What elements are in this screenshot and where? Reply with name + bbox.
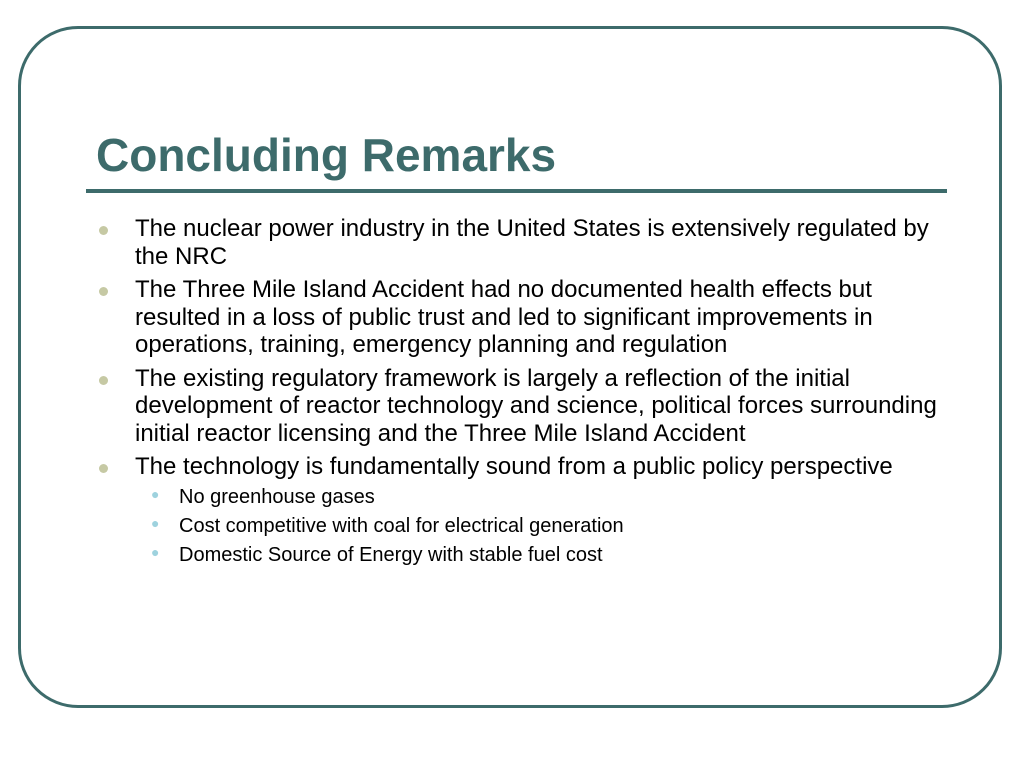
bullet-text: The Three Mile Island Accident had no documented health effects but resulted in a loss of public trust and led to significant improvements in operations, training, emergency planning and regulation xyxy=(135,276,873,358)
bullet-text: The nuclear power industry in the United States is extensively regulated by the NRC xyxy=(135,215,929,270)
slide-content xyxy=(96,215,946,576)
sub-bullet-item xyxy=(135,512,946,541)
bullet-item xyxy=(96,365,946,448)
small-round-bullet-icon: ● xyxy=(151,543,160,560)
sub-bullet-item xyxy=(135,483,946,512)
sub-bullet-text: Domestic Source of Energy with stable fuel cost xyxy=(179,543,603,566)
bullet-text: The existing regulatory framework is largely a reflection of the initial development of reactor technology and science, political forces surrounding initial reactor licensing and the Three Mile Island Accident xyxy=(135,364,937,447)
bullet-text: The technology is fundamentally sound from a public policy perspective xyxy=(135,453,893,480)
bullet-item xyxy=(96,276,946,359)
title-underline xyxy=(86,189,947,193)
round-bullet-icon xyxy=(99,287,108,296)
sub-bullet-text: Cost competitive with coal for electrical generation xyxy=(179,514,624,537)
round-bullet-icon xyxy=(99,226,108,235)
small-round-bullet-icon: ● xyxy=(151,485,160,502)
round-bullet-icon xyxy=(99,376,108,385)
sub-bullet-list xyxy=(135,483,946,570)
bullet-item xyxy=(96,453,946,570)
bullet-item xyxy=(96,215,946,270)
sub-bullet-text: No greenhouse gases xyxy=(179,485,375,508)
small-round-bullet-icon: ● xyxy=(151,514,160,531)
sub-bullet-item xyxy=(135,541,946,570)
bullet-list xyxy=(96,215,946,570)
round-bullet-icon xyxy=(99,464,108,473)
slide-title: Concluding Remarks xyxy=(96,129,557,181)
